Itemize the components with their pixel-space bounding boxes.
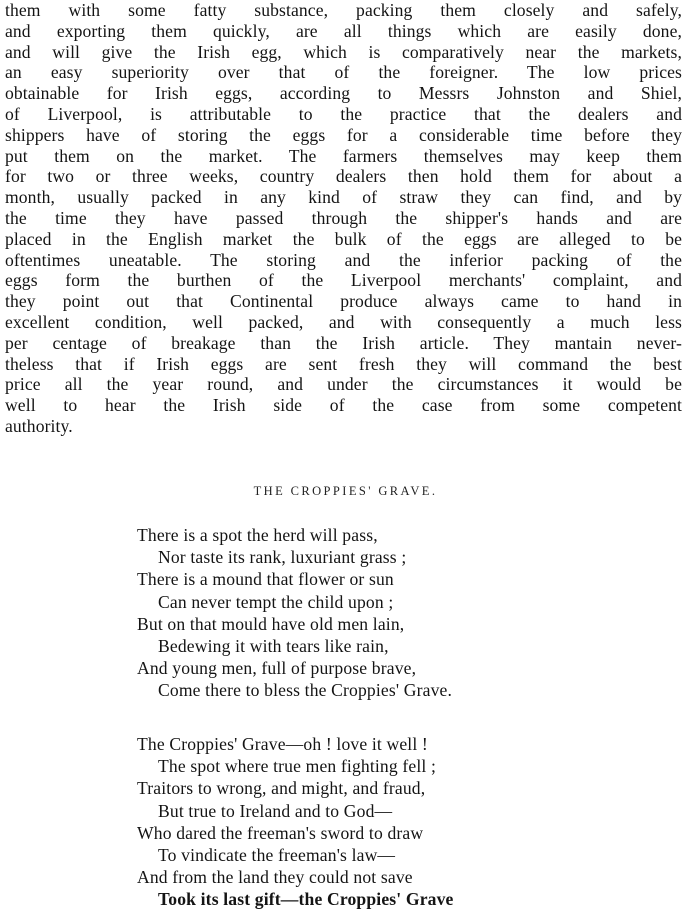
poem-line: And young men, full of purpose brave, [137, 658, 417, 679]
article-line: and will give the Irish egg, which is comparatively near the markets, [5, 41, 682, 62]
article-line: shippers have of storing the eggs for a considerable time before they [5, 124, 682, 145]
article-paragraph [5, 0, 682, 437]
article-line: they point out that Continental produce always came to hand in [5, 291, 682, 312]
poem-title: THE CROPPIES' GRAVE. [253, 484, 438, 498]
article-line: oftentimes uneatable. The storing and the inferior packing of the [5, 249, 682, 270]
poem-line: The Croppies' Grave—oh ! love it well ! [137, 734, 428, 754]
article-line: of Liverpool, is attributable to the practice that the dealers and [5, 103, 682, 124]
poem-line: And from the land they could not save [137, 867, 413, 888]
article-line: obtainable for Irish eggs, according to Messrs Johnston and Shiel, [5, 83, 682, 104]
poem-line: Bedewing it with tears like rain, [158, 635, 389, 656]
poem-line: Who dared the freeman's sword to draw [137, 822, 424, 843]
poem-line: Come there to bless the Croppies' Grave. [158, 680, 453, 701]
article-line: month, usually packed in any kind of straw they can find, and by [5, 187, 682, 208]
poem-line: Nor taste its rank, luxuriant grass ; [158, 547, 407, 568]
poem-line: There is a spot the herd will pass, [137, 525, 378, 545]
article-line: excellent condition, well packed, and with consequently a much less [5, 311, 682, 332]
article-line: the time they have passed through the shipper's hands and are [5, 207, 682, 228]
poem-line: But true to Ireland and to God— [158, 800, 393, 821]
article-line: price all the year round, and under the circumstances it would be [5, 374, 682, 395]
article-line: authority. [5, 415, 73, 436]
poem-line: There is a mound that flower or sun [137, 569, 394, 590]
article-line: theless that if Irish eggs are sent fresh they will command the best [5, 353, 682, 374]
poem-line: To vindicate the freeman's law— [158, 844, 396, 865]
poem-stanza-2 [137, 733, 677, 911]
poem-line: Traitors to wrong, and might, and fraud, [137, 778, 426, 799]
article-line: well to hear the Irish side of the case from some competent [5, 395, 682, 416]
article-line: per centage of breakage than the Irish article. They mantain never- [5, 332, 682, 353]
article-line: eggs form the burthen of the Liverpool merchants' complaint, and [5, 270, 682, 291]
article-line: them with some fatty substance, packing them closely and safely, [5, 0, 682, 20]
article-line: for two or three weeks, country dealers then hold them for about a [5, 166, 682, 187]
poem-line: Can never tempt the child upon ; [158, 591, 394, 612]
poem-line: But on that mould have old men lain, [137, 613, 405, 634]
article-line: and exporting them quickly, are all things which are easily done, [5, 20, 682, 41]
article-line: an easy superiority over that of the foreigner. The low prices [5, 62, 682, 83]
poem-line: The spot where true men fighting fell ; [158, 756, 436, 777]
poem-line: Took its last gift—the Croppies' Grave [158, 889, 454, 910]
article-line: placed in the English market the bulk of the eggs are alleged to be [5, 228, 682, 249]
poem-stanza-1 [137, 524, 677, 702]
article-line: put them on the market. The farmers themselves may keep them [5, 145, 682, 166]
